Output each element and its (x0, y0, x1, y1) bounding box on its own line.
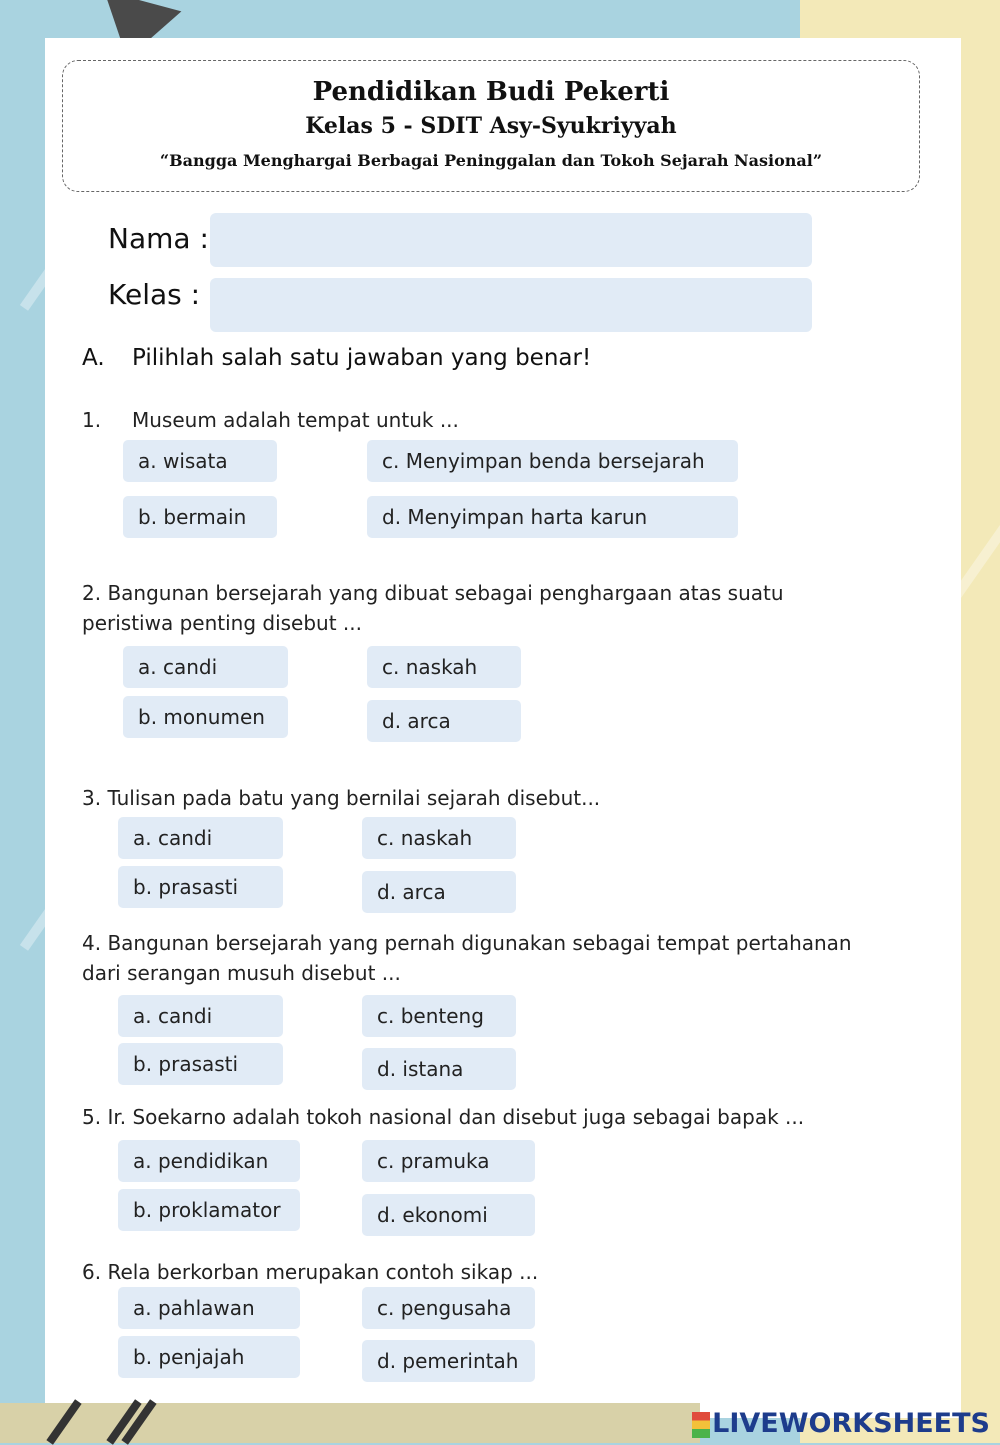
class-school-line: Kelas 5 - SDIT Asy-Syukriyyah (305, 113, 677, 139)
question-1-text: Museum adalah tempat untuk ... (132, 408, 459, 432)
q2-option-b[interactable]: b. monumen (123, 696, 288, 738)
q5-option-b[interactable]: b. proklamator (118, 1189, 300, 1231)
q1-option-a[interactable]: a. wisata (123, 440, 277, 482)
q2-option-d[interactable]: d. arca (367, 700, 521, 742)
q6-option-a[interactable]: a. pahlawan (118, 1287, 300, 1329)
q2-option-c[interactable]: c. naskah (367, 646, 521, 688)
q5-option-a[interactable]: a. pendidikan (118, 1140, 300, 1182)
q4-option-c[interactable]: c. benteng (362, 995, 516, 1037)
liveworksheets-logo-icon (692, 1412, 710, 1438)
question-1-number: 1. (82, 408, 102, 432)
q6-option-b[interactable]: b. penjajah (118, 1336, 300, 1378)
q2-option-a[interactable]: a. candi (123, 646, 288, 688)
question-4-text: 4. Bangunan bersejarah yang pernah digunakan sebagai tempat pertahanan dari serangan musuh disebut ... (82, 931, 852, 985)
class-label: Kelas : (108, 278, 201, 311)
question-3-text: 3. Tulisan pada batu yang bernilai sejarah disebut... (82, 786, 601, 810)
q4-option-a[interactable]: a. candi (118, 995, 283, 1037)
section-instruction-text: Pilihlah salah satu jawaban yang benar! (132, 345, 592, 371)
q1-option-b[interactable]: b. bermain (123, 496, 277, 538)
q6-option-c[interactable]: c. pengusaha (362, 1287, 535, 1329)
q3-option-d[interactable]: d. arca (362, 871, 516, 913)
liveworksheets-logo (692, 1408, 990, 1439)
q6-option-d[interactable]: d. pemerintah (362, 1340, 535, 1382)
name-input[interactable] (210, 213, 812, 267)
q5-option-d[interactable]: d. ekonomi (362, 1194, 535, 1236)
worksheet-title: Pendidikan Budi Pekerti (312, 77, 670, 107)
section-letter: A. (82, 345, 105, 371)
question-6-text: 6. Rela berkorban merupakan contoh sikap ... (82, 1260, 539, 1284)
section-a-instruction (82, 345, 591, 371)
question-2-text: 2. Bangunan bersejarah yang dibuat sebagai penghargaan atas suatu peristiwa penting disebut ... (82, 581, 784, 635)
q4-option-b[interactable]: b. prasasti (118, 1043, 283, 1085)
q3-option-c[interactable]: c. naskah (362, 817, 516, 859)
q1-option-d[interactable]: d. Menyimpan harta karun (367, 496, 738, 538)
theme-line: “Bangga Menghargai Berbagai Peninggalan dan Tokoh Sejarah Nasional” (159, 151, 823, 170)
question-1 (82, 405, 882, 435)
bottom-ribbon-decoration (0, 1403, 700, 1443)
name-label: Nama : (108, 222, 209, 255)
logo-text: LIVEWORKSHEETS (712, 1408, 990, 1439)
q5-option-c[interactable]: c. pramuka (362, 1140, 535, 1182)
q3-option-a[interactable]: a. candi (118, 817, 283, 859)
header-box (62, 60, 920, 192)
q1-option-c[interactable]: c. Menyimpan benda bersejarah (367, 440, 738, 482)
class-input[interactable] (210, 278, 812, 332)
q4-option-d[interactable]: d. istana (362, 1048, 516, 1090)
q3-option-b[interactable]: b. prasasti (118, 866, 283, 908)
question-5-text: 5. Ir. Soekarno adalah tokoh nasional dan disebut juga sebagai bapak ... (82, 1105, 805, 1129)
